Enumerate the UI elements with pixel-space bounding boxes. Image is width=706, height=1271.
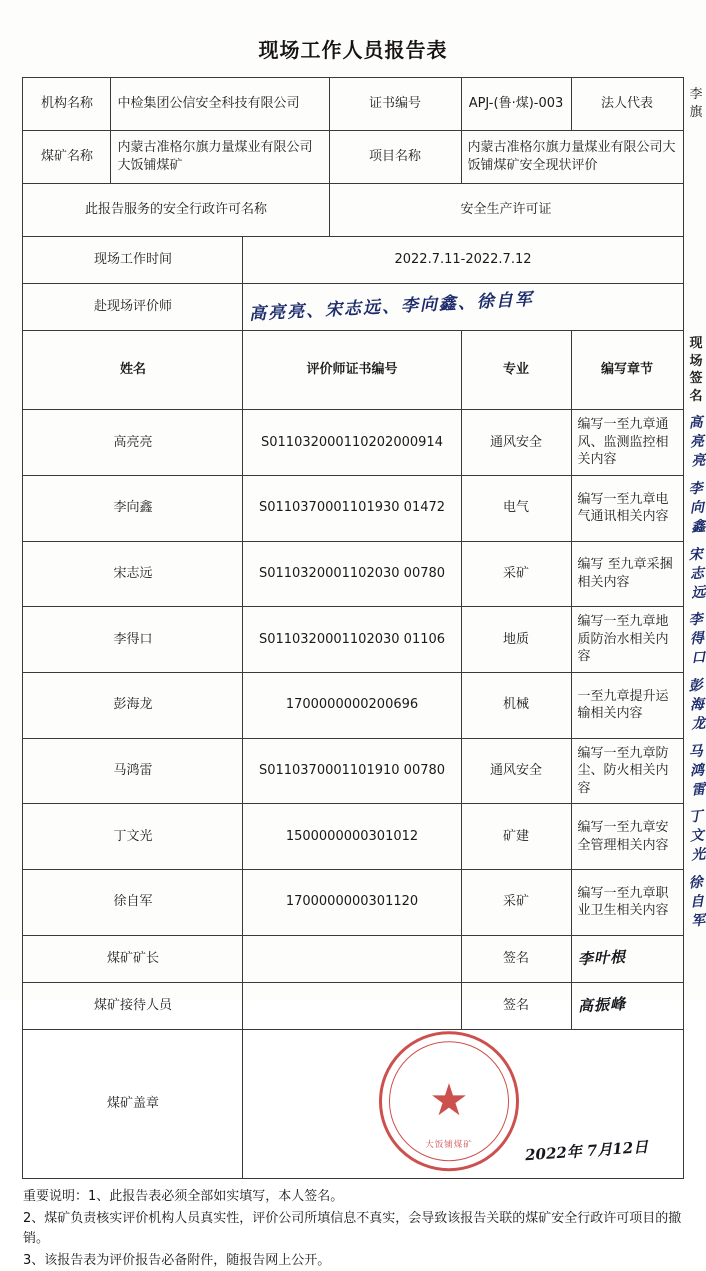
person-cert: S0110320001102030 01106 <box>243 607 461 673</box>
license-label: 此报告服务的安全行政许可名称 <box>23 184 329 237</box>
table-row <box>23 935 683 982</box>
person-name: 宋志远 <box>23 541 243 607</box>
person-cert: S0110320001102030 00780 <box>243 541 461 607</box>
project-name-value: 内蒙古准格尔旗力量煤业有限公司大饭铺煤矿安全现状评价 <box>461 131 683 184</box>
table-row <box>23 410 683 476</box>
person-signature: 彭海龙 <box>687 677 706 733</box>
mine-seal-cell <box>243 1029 683 1178</box>
table-row <box>23 672 683 738</box>
person-major: 地质 <box>461 607 571 673</box>
note-3: 3、该报告表为评价报告必备附件，随报告网上公开。 <box>23 1252 331 1268</box>
cert-no-value: APJ-(鲁·煤)-003 <box>461 78 571 131</box>
page-title: 现场工作人员报告表 <box>258 38 448 62</box>
report-table <box>22 77 706 1179</box>
table-row <box>23 982 683 1029</box>
person-chapters: 一至九章提升运输相关内容 <box>571 672 683 738</box>
site-assessors-label: 赴现场评价师 <box>23 284 243 331</box>
person-signature: 宋志远 <box>687 546 706 601</box>
person-major: 电气 <box>461 475 571 541</box>
org-name-label: 机构名称 <box>23 78 111 131</box>
mine-receptionist-sign-cell <box>571 982 683 1029</box>
org-name-value: 中检集团公信安全科技有限公司 <box>111 78 329 131</box>
person-signature: 李得口 <box>687 611 706 667</box>
seal-date: 2022年 7月12日 <box>524 1138 649 1165</box>
table-row <box>23 184 683 237</box>
mine-receptionist-sign-label: 签名 <box>461 982 571 1029</box>
table-row <box>23 804 683 870</box>
mine-name-value: 内蒙古准格尔旗力量煤业有限公司大饭铺煤矿 <box>111 131 329 184</box>
mine-director-label: 煤矿矿长 <box>23 935 243 982</box>
mine-seal-label: 煤矿盖章 <box>23 1029 243 1178</box>
table-row <box>23 1029 683 1178</box>
license-value: 安全生产许可证 <box>329 184 683 237</box>
person-chapters: 编写一至九章电气通讯相关内容 <box>571 475 683 541</box>
person-chapters: 编写一至九章安全管理相关内容 <box>571 804 683 870</box>
person-major: 通风安全 <box>461 738 571 804</box>
person-major: 采矿 <box>461 541 571 607</box>
note-2: 2、煤矿负责核实评价机构人员真实性，评价公司所填信息不真实，会导致该报告关联的煤矿安全行政许可项目的撤销。 <box>23 1210 682 1246</box>
person-major: 矿建 <box>461 804 571 870</box>
table-row <box>23 131 683 184</box>
col-header-name: 姓名 <box>23 331 243 410</box>
table-row <box>23 541 683 607</box>
person-name: 李向鑫 <box>23 475 243 541</box>
person-name: 彭海龙 <box>23 672 243 738</box>
person-cert: 1500000000301012 <box>243 804 461 870</box>
mine-receptionist-signature: 高振峰 <box>577 995 626 1016</box>
person-cert: S0110370001101930 01472 <box>243 475 461 541</box>
seal-star-icon: ★ <box>429 1074 469 1126</box>
person-cert: 1700000000301120 <box>243 869 461 935</box>
person-chapters: 编写一至九章地质防治水相关内容 <box>571 607 683 673</box>
person-major: 通风安全 <box>461 410 571 476</box>
site-assessors-handwriting: 高亮亮、宋志远、李向鑫、徐自军 <box>249 289 535 324</box>
notes-section <box>23 1187 683 1271</box>
person-cert: S011032000110202000914 <box>243 410 461 476</box>
person-chapters: 编写一至九章通风、监测监控相关内容 <box>571 410 683 476</box>
table-row <box>23 284 683 331</box>
mine-director-sign-cell <box>571 935 683 982</box>
mine-director-signature: 李叶根 <box>577 948 626 969</box>
person-signature: 丁文光 <box>687 808 706 864</box>
person-chapters: 编写 至九章采捆相关内容 <box>571 541 683 607</box>
person-name: 徐自军 <box>23 869 243 935</box>
project-name-label: 项目名称 <box>329 131 461 184</box>
table-row <box>23 237 683 284</box>
table-row <box>23 869 683 935</box>
mine-name-label: 煤矿名称 <box>23 131 111 184</box>
table-header-row: 姓名 评价师证书编号 专业 编写章节 现场签名 <box>23 331 683 410</box>
person-cert: 1700000000200696 <box>243 672 461 738</box>
person-name: 马鸿雷 <box>23 738 243 804</box>
person-chapters: 编写一至九章防尘、防火相关内容 <box>571 738 683 804</box>
person-cert: S0110370001101910 00780 <box>243 738 461 804</box>
col-header-major: 专业 <box>461 331 571 410</box>
person-signature: 徐自军 <box>687 874 706 930</box>
person-signature: 马鸿雷 <box>687 743 706 798</box>
work-time-label: 现场工作时间 <box>23 237 243 284</box>
table-row <box>23 475 683 541</box>
person-name: 李得口 <box>23 607 243 673</box>
person-signature: 高亮亮 <box>687 414 706 470</box>
official-seal-icon <box>379 1031 519 1171</box>
person-major: 采矿 <box>461 869 571 935</box>
mine-director-sign-label: 签名 <box>461 935 571 982</box>
person-name: 高亮亮 <box>23 410 243 476</box>
seal-text-bottom: 大饭铺煤矿 <box>425 1140 473 1151</box>
table-row: 机构名称 中检集团公信安全科技有限公司 证书编号 APJ-(鲁·煤)-003 法人代表 李旗 <box>23 78 683 131</box>
legal-rep-label: 法人代表 <box>571 78 683 131</box>
site-assessors-value-cell <box>243 284 683 331</box>
cert-no-label: 证书编号 <box>329 78 461 131</box>
person-chapters: 编写一至九章职业卫生相关内容 <box>571 869 683 935</box>
person-signature: 李向鑫 <box>687 480 706 536</box>
work-time-value: 2022.7.11-2022.7.12 <box>243 237 683 284</box>
table-row <box>23 607 683 673</box>
person-major: 机械 <box>461 672 571 738</box>
mine-receptionist-label: 煤矿接待人员 <box>23 982 243 1029</box>
col-header-chapters: 编写章节 <box>571 331 683 410</box>
note-1: 重要说明：1、此报告表必须全部如实填写，本人签名。 <box>23 1188 344 1204</box>
col-header-cert: 评价师证书编号 <box>243 331 461 410</box>
person-name: 丁文光 <box>23 804 243 870</box>
table-row <box>23 738 683 804</box>
